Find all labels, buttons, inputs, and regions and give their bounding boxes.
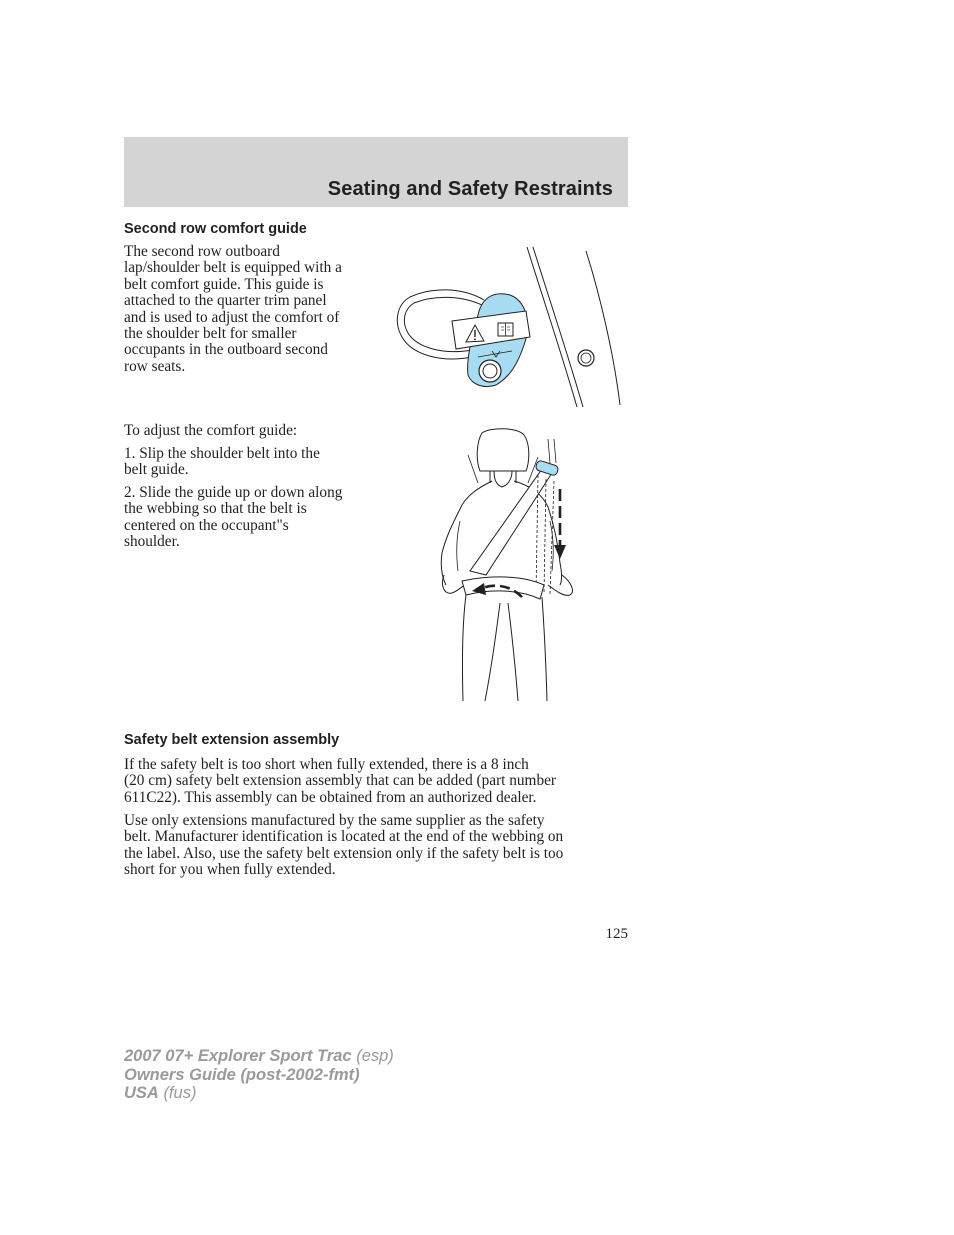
comfort-guide-intro: The second row outboard lap/shoulder belt is equipped with a belt comfort guide. This guide is attached to the quarter trim panel and is used to adjust the comfort of the shoulder belt for smaller occupants in the outboard second row seats. <box>124 243 342 375</box>
section-heading-belt-extension: Safety belt extension assembly <box>124 732 340 748</box>
adjust-step-2: 2. Slide the guide up or down along the webbing so that the belt is centered on the occupant"s shoulder. <box>124 484 343 551</box>
footer-line-2: Owners Guide (post-2002-fmt) <box>124 1065 360 1084</box>
document-footer <box>124 1047 394 1103</box>
footer-line-3: USA (fus) <box>124 1084 197 1102</box>
section-heading-comfort-guide: Second row comfort guide <box>124 221 307 237</box>
belt-extension-para-1: If the safety belt is too short when fully extended, there is a 8 inch (20 cm) safety belt extension assembly that can be added (part number 611C22). This assembly can be obtained from an authorized dealer. <box>124 756 556 806</box>
belt-extension-para-2: Use only extensions manufactured by the same supplier as the safety belt. Manufacturer identification is located at the end of the webbing on the label. Also, use the safety belt extension only if the safety belt is too short for you when fully extended. <box>124 812 564 879</box>
page-number: 125 <box>605 926 628 942</box>
page-section-title: Seating and Safety Restraints <box>327 178 613 200</box>
manual-book-icon <box>498 323 513 336</box>
footer-line-1: 2007 07+ Explorer Sport Trac (esp) <box>124 1047 394 1065</box>
adjust-intro: To adjust the comfort guide: <box>124 422 298 439</box>
header-band <box>124 137 628 207</box>
belt-comfort-guide-illustration <box>392 245 628 410</box>
adjust-step-1: 1. Slip the shoulder belt into the belt guide. <box>124 445 320 479</box>
occupant-belt-adjustment-illustration <box>430 425 590 705</box>
